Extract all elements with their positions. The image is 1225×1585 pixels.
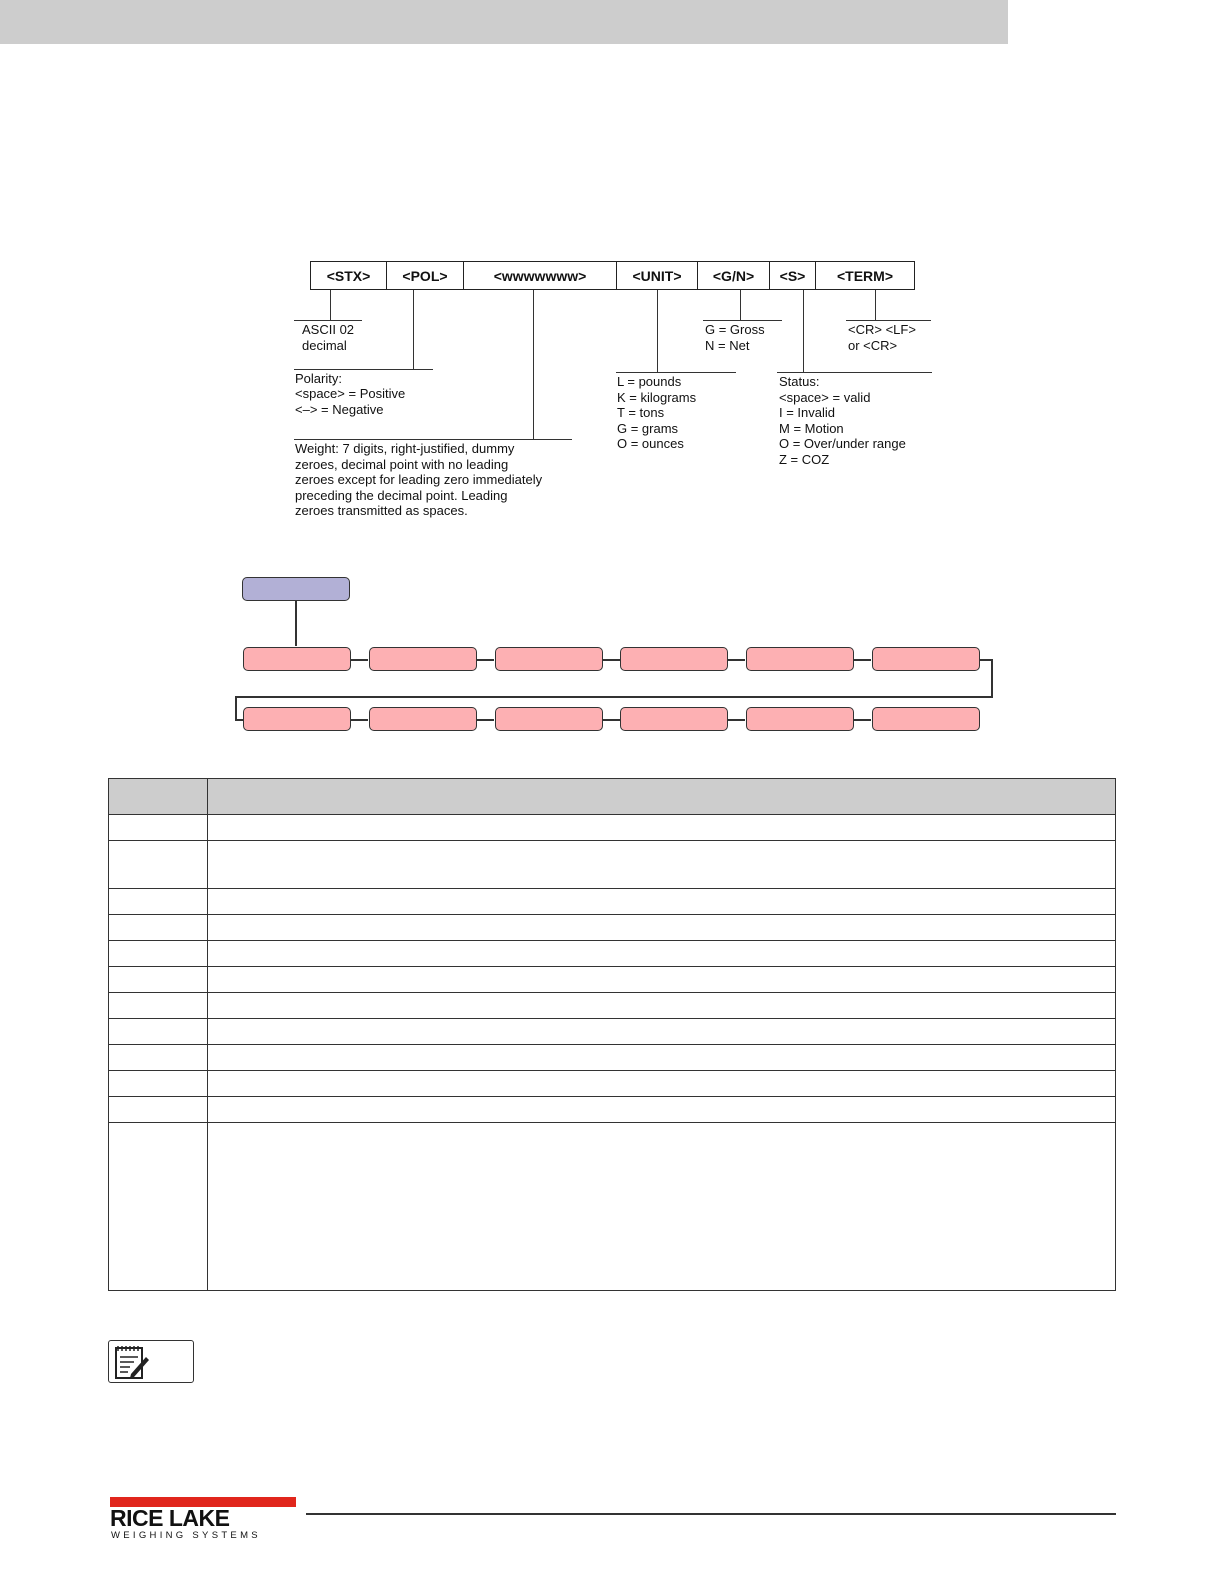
menu-root-box [242,577,350,601]
status-line-6: Z = COZ [779,452,830,467]
field-gn: <G/N> [697,261,770,290]
menu-item-2 [369,647,477,671]
menu-item-10 [620,707,728,731]
polarity-line-2: <space> = Positive [295,386,406,401]
stx-line-2: decimal [302,338,347,353]
menu-item-12 [872,707,980,731]
polarity-line-1: Polarity: [295,371,342,386]
status-line-1: Status: [779,374,820,389]
table-row [109,840,1115,841]
unit-line-2: K = kilograms [617,390,697,405]
unit-line-4: G = grams [617,421,679,436]
weight-line-5: zeroes transmitted as spaces. [295,503,468,518]
table-row [109,1018,1115,1019]
weight-line-3: zeroes except for leading zero immediately [295,472,543,487]
menu-item-5 [746,647,854,671]
table-row [109,966,1115,967]
table-row [109,914,1115,915]
page-header-bar [0,0,1008,44]
table-row [109,992,1115,993]
menu-item-11 [746,707,854,731]
status-line-4: M = Motion [779,421,844,436]
status-line-3: I = Invalid [779,405,836,420]
field-stx: <STX> [310,261,387,290]
field-weight: <wwwwwww> [463,261,617,290]
weight-line-2: zeroes, decimal point with no leading [295,457,509,472]
table-row [109,1070,1115,1071]
logo-tagline: WEIGHING SYSTEMS [111,1530,261,1541]
parameter-table [108,778,1116,1291]
field-unit: <UNIT> [616,261,698,290]
menu-item-1 [243,647,351,671]
weight-line-1: Weight: 7 digits, right-justified, dummy [295,441,515,456]
gn-line-2: N = Net [705,338,750,353]
notepad-icon [111,1342,151,1382]
unit-line-3: T = tons [617,405,665,420]
status-line-5: O = Over/under range [779,436,906,451]
table-row [109,1096,1115,1097]
field-term: <TERM> [815,261,915,290]
stx-line-1: ASCII 02 [302,322,355,337]
footer-rule [306,1513,1116,1515]
menu-item-7 [243,707,351,731]
unit-line-1: L = pounds [617,374,682,389]
menu-item-4 [620,647,728,671]
status-line-2: <space> = valid [779,390,871,405]
weight-line-4: preceding the decimal point. Leading [295,488,508,503]
note-box [108,1340,194,1383]
menu-item-3 [495,647,603,671]
menu-item-9 [495,707,603,731]
rice-lake-logo [110,1497,297,1543]
term-line-1: <CR> <LF> [848,322,916,337]
term-line-2: or <CR> [848,338,898,353]
menu-item-6 [872,647,980,671]
table-row [109,888,1115,889]
unit-line-5: O = ounces [617,436,684,451]
table-header [109,779,1115,815]
table-column-divider [207,779,208,1290]
logo-brand-text: RICE LAKE [110,1505,230,1531]
table-row [109,1044,1115,1045]
gn-line-1: G = Gross [705,322,765,337]
menu-item-8 [369,707,477,731]
field-pol: <POL> [386,261,464,290]
field-status: <S> [769,261,816,290]
table-row [109,1122,1115,1123]
polarity-line-3: <–> = Negative [295,402,384,417]
table-row [109,940,1115,941]
